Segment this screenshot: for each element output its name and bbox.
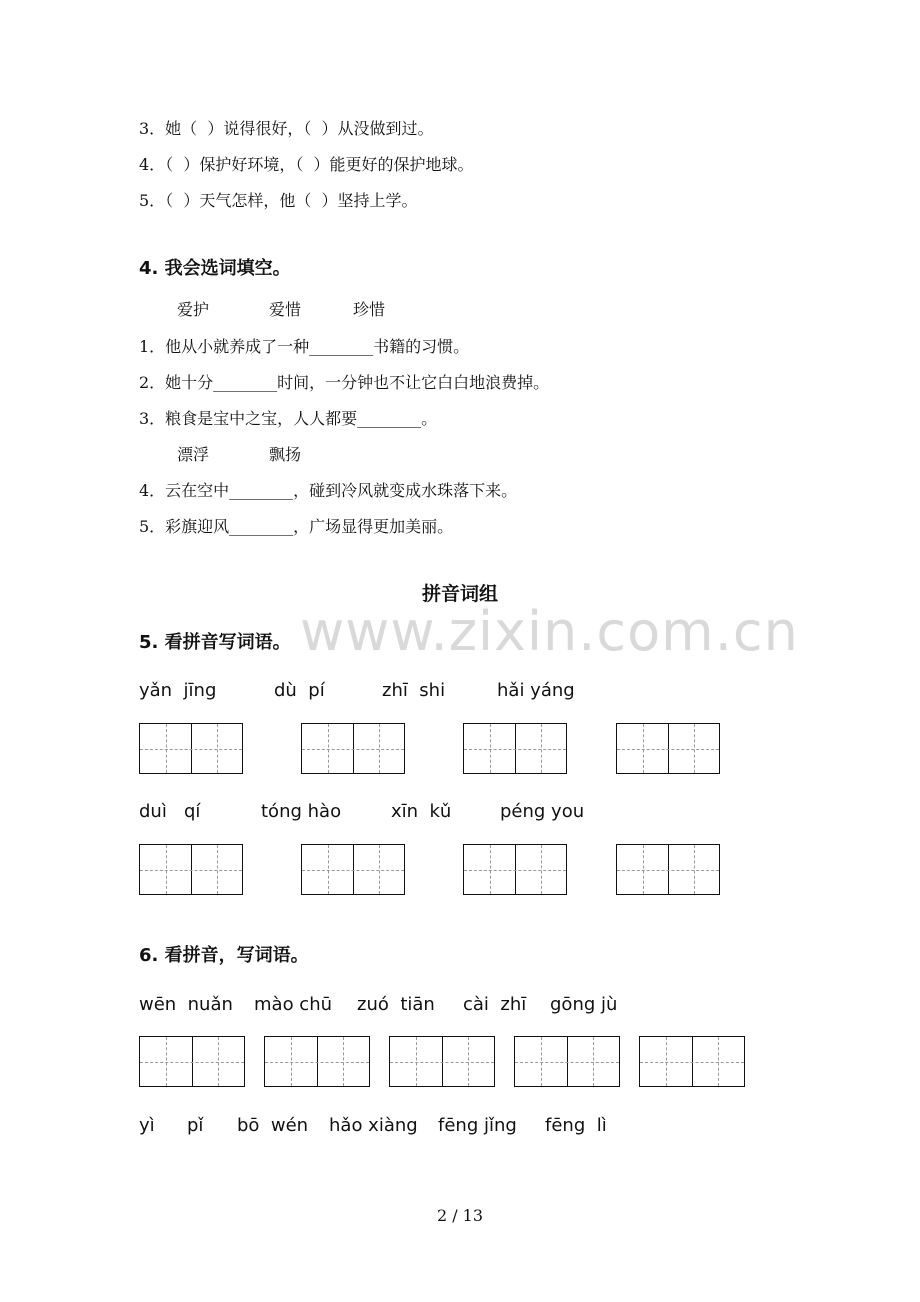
writing-grid[interactable] (463, 844, 567, 895)
pinyin-label: pǐ (187, 1115, 204, 1136)
sentence-line: 4．（ ）保护好环境，（ ）能更好的保护地球。 (139, 155, 474, 174)
watermark: www.zixin.com.cn (300, 600, 799, 663)
pinyin-label: xīn kǔ (391, 801, 452, 822)
pinyin-label: yì (139, 1115, 155, 1136)
fill-blank-line: 2．她十分________时间，一分钟也不让它白白地浪费掉。 (139, 373, 550, 392)
writing-grid[interactable] (616, 844, 720, 895)
question-6-heading: 6. 看拼音，写词语。 (139, 945, 309, 966)
writing-grid[interactable] (139, 1036, 245, 1087)
pinyin-label: zhī shi (382, 680, 446, 701)
pinyin-label: bō wén (237, 1115, 309, 1136)
writing-grid[interactable] (639, 1036, 745, 1087)
writing-grid[interactable] (463, 723, 567, 774)
word-choice: 飘扬 (269, 445, 302, 464)
word-choices-a (177, 300, 385, 320)
pinyin-label: yǎn jīng (139, 680, 217, 701)
word-choice: 爱护 (177, 300, 210, 319)
writing-grid[interactable] (301, 844, 405, 895)
pinyin-label: mào chū (254, 994, 333, 1015)
pinyin-label: dù pí (274, 680, 325, 701)
pinyin-label: fēng jǐng (438, 1115, 517, 1136)
pinyin-label: fēng lì (545, 1115, 607, 1136)
pinyin-label: hǎo xiàng (329, 1115, 418, 1136)
sentence-line: 3．她（ ）说得很好，（ ）从没做到过。 (139, 119, 434, 138)
word-choice: 珍惜 (353, 300, 386, 319)
pinyin-label: tóng hào (261, 801, 342, 822)
sentence-line: 5．（ ）天气怎样，他（ ）坚持上学。 (139, 191, 418, 210)
pinyin-label: wēn nuǎn (139, 994, 233, 1015)
writing-grid[interactable] (389, 1036, 495, 1087)
writing-grid[interactable] (139, 844, 243, 895)
pinyin-label: gōng jù (550, 994, 618, 1015)
writing-grid[interactable] (616, 723, 720, 774)
fill-blank-line: 5．彩旗迎风________，广场显得更加美丽。 (139, 517, 454, 536)
page-number: 2 / 13 (436, 1206, 484, 1225)
word-choice: 漂浮 (177, 445, 210, 464)
writing-grid[interactable] (139, 723, 243, 774)
fill-blank-line: 3．粮食是宝中之宝，人人都要________。 (139, 409, 438, 428)
question-4-heading: 4. 我会选词填空。 (139, 258, 291, 279)
pinyin-label: péng you (500, 801, 585, 822)
question-5-heading: 5. 看拼音写词语。 (139, 632, 291, 653)
pinyin-label: duì qí (139, 801, 201, 822)
writing-grid[interactable] (264, 1036, 370, 1087)
fill-blank-line: 4．云在空中________，碰到冷风就变成水珠落下来。 (139, 481, 518, 500)
writing-grid[interactable] (514, 1036, 620, 1087)
section-title: 拼音词组 (421, 583, 498, 605)
writing-grid[interactable] (301, 723, 405, 774)
word-choices-b (177, 445, 301, 465)
pinyin-label: cài zhī (463, 994, 527, 1015)
word-choice: 爱惜 (269, 300, 302, 319)
fill-blank-line: 1．他从小就养成了一种________书籍的习惯。 (139, 337, 470, 356)
pinyin-label: zuó tiān (357, 994, 435, 1015)
pinyin-label: hǎi yáng (497, 680, 575, 701)
